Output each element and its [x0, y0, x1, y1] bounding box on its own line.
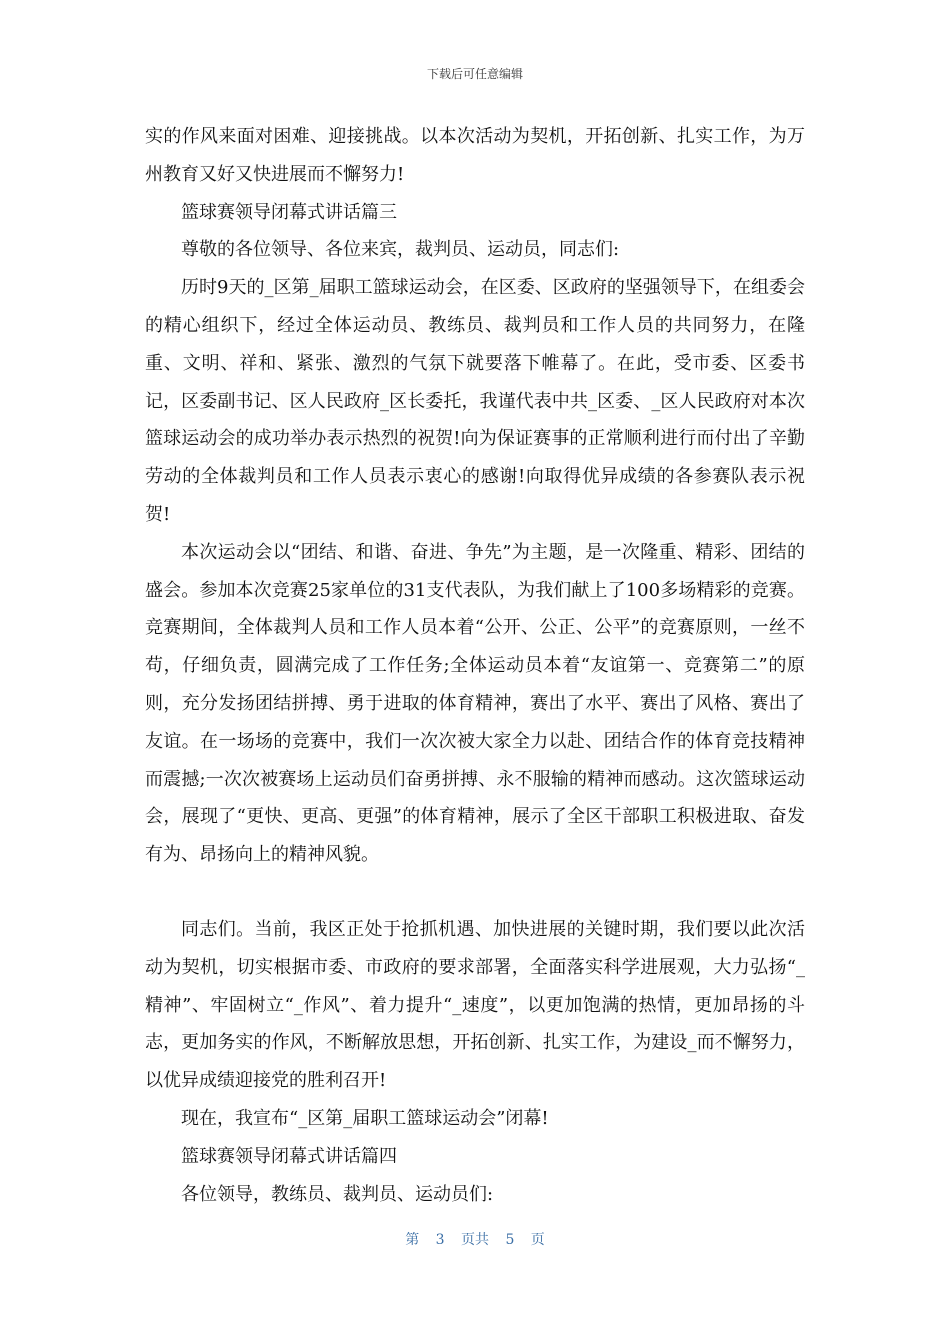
section-heading-three: 篮球赛领导闭幕式讲话篇三	[181, 201, 397, 223]
salutation-three: 尊敬的各位领导、各位来宾，裁判员、运动员，同志们:	[181, 239, 620, 261]
paragraph-opening: 历时9天的_区第_届职工篮球运动会，在区委、区政府的坚强领导下，在组委会的精心组织下，经过全体运动员、教练员、裁判员和工作人员的共同努力，在隆重、文明、祥和、紧张、激烈的气氛下就要落下帷幕了。在此，受市委、区委书记，区委副书记、区人民政府_区长委托，我谨代表中共_区委、_区人民政府对本次篮球运动会的成功举办表示热烈的祝贺!向为保证赛事的正常顺利进行而付出了辛勤劳动的全体裁判员和工作人员表示衷心的感谢!向取得优异成绩的各参赛队表示祝贺!	[145, 277, 805, 525]
paragraph-comrades: 同志们。当前，我区正处于抢抓机遇、加快进展的关键时期，我们要以此次活动为契机，切实根据市委、市政府的要求部署，全面落实科学进展观，大力弘扬“_精神”、牢固树立“_作风”、着力提升“_速度”，以更加饱满的热情，更加昂扬的斗志，更加务实的作风，不断解放思想，开拓创新、扎实工作，为建设_而不懈努力，以优异成绩迎接党的胜利召开!	[145, 918, 805, 1092]
paragraph-continuation: 实的作风来面对困难、迎接挑战。以本次活动为契机，开拓创新、扎实工作，为万州教育又好又快进展而不懈努力!	[145, 126, 805, 185]
paragraph-theme: 本次运动会以“团结、和谐、奋进、争先”为主题，是一次隆重、精彩、团结的盛会。参加本次竞赛25家单位的31支代表队，为我们献上了100多场精彩的竞赛。竞赛期间，全体裁判人员和工作人员本着“公开、公正、公平”的竞赛原则，一丝不苟，仔细负责，圆满完成了工作任务;全体运动员本着“友谊第一、竞赛第二”的原则，充分发扬团结拼搏、勇于进取的体育精神，赛出了水平、赛出了风格、赛出了友谊。在一场场的竞赛中，我们一次次被大家全力以赴、团结合作的体育竞技精神而震撼;一次次被赛场上运动员们奋勇拼搏、永不服输的精神而感动。这次篮球运动会，展现了“更快、更高、更强”的体育精神，展示了全区干部职工积极进取、奋发有为、昂扬向上的精神风貌。	[145, 541, 805, 866]
salutation-four: 各位领导，教练员、裁判员、运动员们:	[181, 1183, 494, 1205]
section-heading-four: 篮球赛领导闭幕式讲话篇四	[181, 1145, 397, 1167]
paragraph-closing-declaration: 现在，我宣布“_区第_届职工篮球运动会”闭幕!	[181, 1107, 549, 1129]
page-header: 下载后可任意编辑	[426, 67, 523, 81]
document-body	[145, 118, 805, 1213]
page-footer: 第 3 页共 5 页	[405, 1232, 545, 1248]
